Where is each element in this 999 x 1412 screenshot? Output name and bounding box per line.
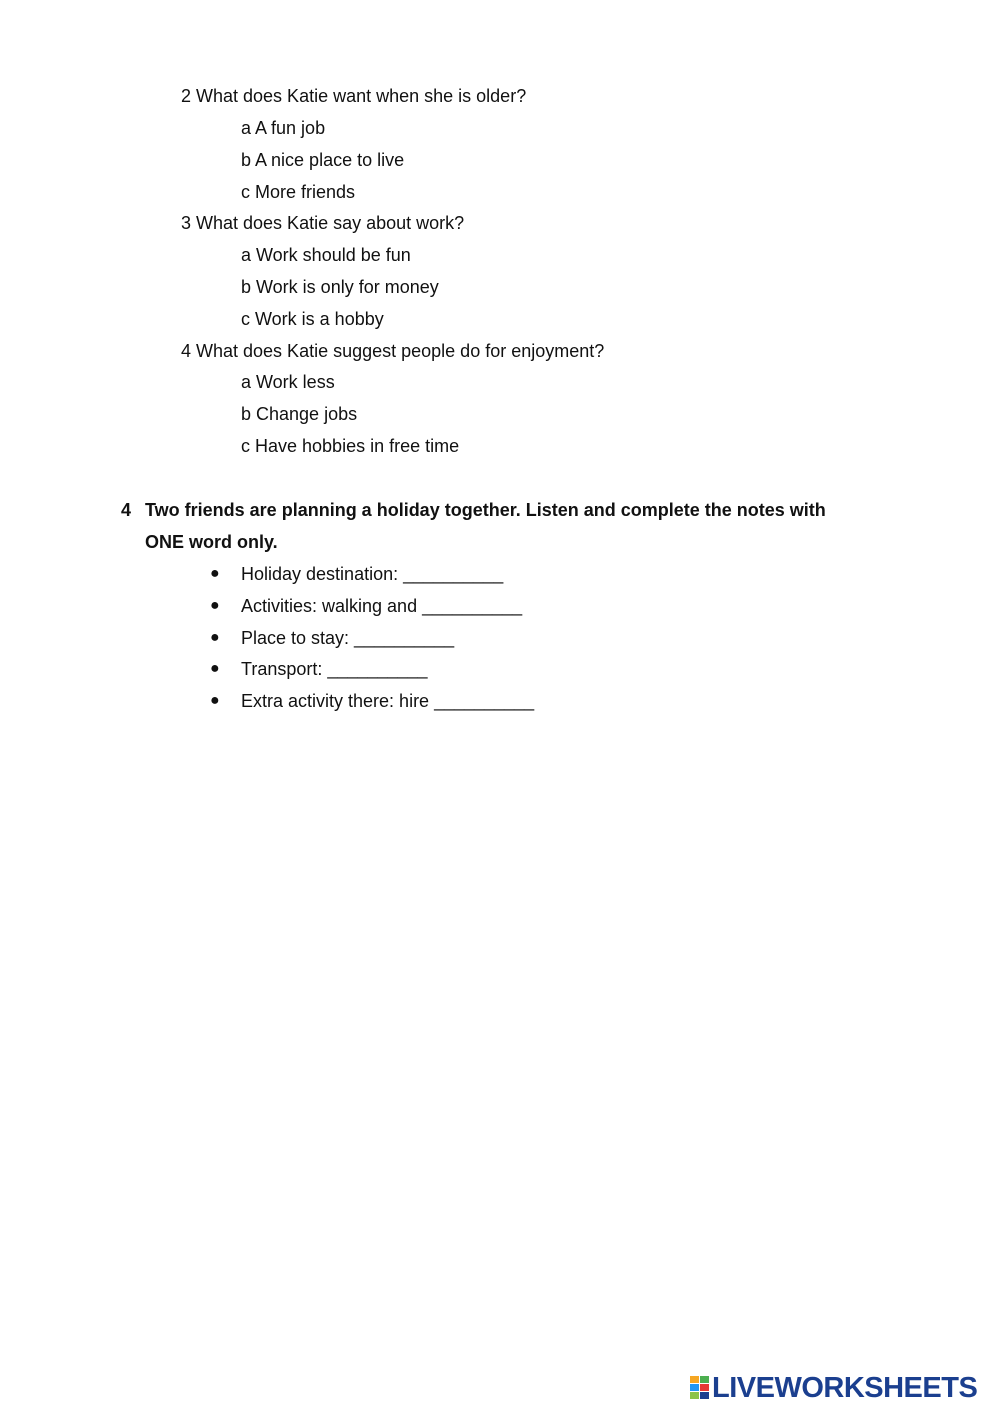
question-4-text: 4 What does Katie suggest people do for enjoyment?	[181, 341, 605, 361]
question-2-option-b: b A nice place to live	[241, 150, 405, 170]
question-3-option-c: c Work is a hobby	[241, 309, 384, 329]
section-number: 4	[121, 500, 132, 520]
brand-text: LIVEWORKSHEETS	[712, 1372, 978, 1404]
question-3-option-b: b Work is only for money	[241, 277, 439, 297]
liveworksheets-logo	[690, 1373, 977, 1403]
note-transport: Transport: __________	[241, 659, 428, 679]
question-3-text: 3 What does Katie say about work?	[181, 213, 465, 233]
question-2-option-a: a A fun job	[241, 118, 326, 138]
question-4-option-b: b Change jobs	[241, 404, 358, 424]
question-2-option-c: c More friends	[241, 182, 356, 202]
note-extra-activity: Extra activity there: hire __________	[241, 691, 535, 711]
section-instruction-line-2: ONE word only.	[145, 532, 278, 552]
section-instruction-line-1: Two friends are planning a holiday together. Listen and complete the notes with	[145, 500, 826, 520]
bullet-icon: ●	[210, 565, 220, 582]
bullet-icon: ●	[210, 692, 220, 709]
bullet-icon: ●	[210, 597, 220, 614]
question-3-option-a: a Work should be fun	[241, 245, 411, 265]
note-activities: Activities: walking and __________	[241, 596, 523, 616]
question-4-option-a: a Work less	[241, 372, 335, 392]
question-4-option-c: c Have hobbies in free time	[241, 436, 460, 456]
bullet-icon: ●	[210, 660, 220, 677]
note-holiday-destination: Holiday destination: __________	[241, 564, 504, 584]
bullet-icon: ●	[210, 629, 220, 646]
note-place-to-stay: Place to stay: __________	[241, 628, 455, 648]
question-2-text: 2 What does Katie want when she is older?	[181, 86, 527, 106]
liveworksheets-logo-icon	[690, 1376, 710, 1400]
